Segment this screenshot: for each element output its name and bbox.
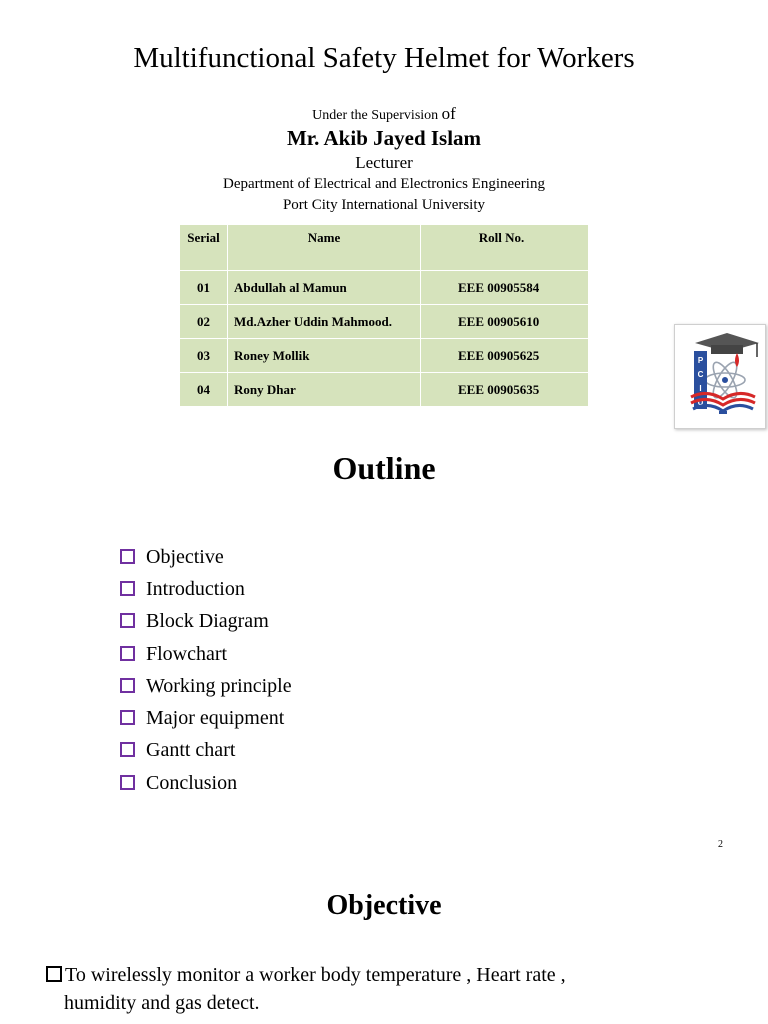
list-item [120,638,292,670]
outline-heading: Outline [332,450,436,486]
svg-text:U: U [697,398,704,407]
list-item [120,541,292,573]
slide-title: Multifunctional Safety Helmet for Workers [133,42,635,74]
square-bullet-icon [120,581,135,596]
supervision-of: of [441,104,456,123]
supervisor-name: Mr. Akib Jayed Islam [286,126,482,150]
list-item-label: Gantt chart [146,739,236,762]
square-bullet-icon [120,549,135,564]
square-bullet-icon [120,646,135,661]
cell-name: Rony Dhar [228,373,421,407]
supervision-label: Under the Supervision [312,108,439,123]
supervisor-role: Lecturer [355,153,413,172]
cell-serial: 02 [180,305,228,339]
supervision-line [0,104,768,124]
team-table [179,224,589,407]
square-bullet-icon [46,966,62,982]
square-bullet-icon [120,613,135,628]
list-item [120,702,292,734]
header-serial: Serial [180,225,228,271]
cell-name: Abdullah al Mamun [228,271,421,305]
objective-text-1: To wirelessly monitor a worker body temperature , Heart rate , [65,964,566,986]
list-item-label: Major equipment [146,707,285,730]
list-item-label: Working principle [146,674,292,697]
header-name: Name [228,225,421,271]
square-bullet-icon [120,775,135,790]
svg-text:I: I [699,384,702,393]
list-item-label: Introduction [146,577,245,600]
university-logo [674,324,766,429]
list-item-label: Objective [146,545,224,568]
objective-line-2: humidity and gas detect. [64,992,260,1014]
pciu-logo-icon [675,325,765,428]
objective-line-1 [46,961,666,989]
list-item [120,670,292,702]
cell-serial: 04 [180,373,228,407]
cell-name: Md.Azher Uddin Mahmood. [228,305,421,339]
square-bullet-icon [120,742,135,757]
cell-name: Roney Mollik [228,339,421,373]
list-item-label: Block Diagram [146,610,269,633]
objective-heading: Objective [326,890,442,921]
table-row [180,339,589,373]
cell-serial: 03 [180,339,228,373]
list-item [120,767,292,799]
list-item-label: Flowchart [146,642,228,665]
header-roll: Roll No. [421,225,589,271]
list-item [120,606,292,638]
square-bullet-icon [120,710,135,725]
list-item [120,573,292,605]
cell-roll: EEE 00905635 [421,373,589,407]
table-row [180,305,589,339]
cell-roll: EEE 00905625 [421,339,589,373]
svg-text:P: P [697,356,704,365]
list-item [120,735,292,767]
cell-serial: 01 [180,271,228,305]
cell-roll: EEE 00905610 [421,305,589,339]
department: Department of Electrical and Electronics Engineering [223,176,545,192]
page-number: 2 [718,839,723,850]
square-bullet-icon [120,678,135,693]
university: Port City International University [282,197,486,213]
outline-list [120,541,292,799]
table-row [180,271,589,305]
cell-roll: EEE 00905584 [421,271,589,305]
table-header-row [180,225,589,271]
objective-item [46,961,666,1017]
svg-text:C: C [697,370,704,379]
table-row [180,373,589,407]
list-item-label: Conclusion [146,771,238,794]
